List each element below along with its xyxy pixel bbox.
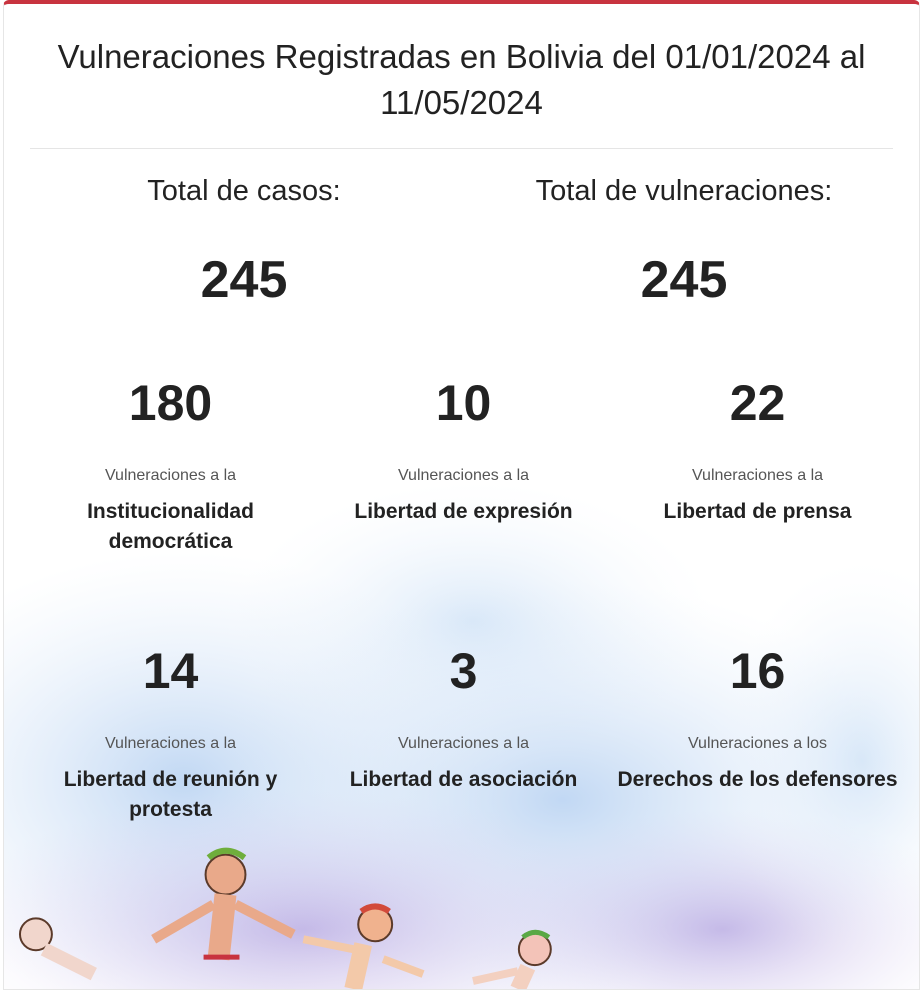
total-cases-value: 245 [200, 251, 288, 309]
stat-name: Libertad de reunión y protesta [63, 768, 278, 821]
stat-value: 16 [729, 643, 786, 699]
stat-value: 22 [729, 375, 786, 431]
stat-prefix: Vulneraciones a la [397, 467, 530, 484]
summary-card [3, 0, 920, 990]
page-title: Vulneraciones Registradas en Bolivia del 01/01/2024 al 11/05/2024 [57, 38, 866, 121]
stat-libertad-expresion [317, 373, 610, 527]
stat-name: Libertad de asociación [349, 768, 578, 791]
stat-name: Libertad de prensa [663, 500, 852, 523]
stat-prefix: Vulneraciones a los [687, 735, 828, 752]
total-cases [64, 171, 424, 315]
stat-derechos-defensores [611, 641, 904, 795]
stat-name: Institucionalidad democrática [87, 500, 254, 553]
stat-value: 180 [128, 375, 213, 431]
total-violations-value: 245 [640, 251, 728, 309]
stat-value: 10 [435, 375, 492, 431]
total-violations-label: Total de vulneraciones: [535, 175, 833, 207]
stat-name: Derechos de los defensores [617, 768, 898, 791]
stat-prefix: Vulneraciones a la [397, 735, 530, 752]
stat-institucionalidad [24, 373, 317, 557]
stat-libertad-prensa [611, 373, 904, 527]
stat-name: Libertad de expresión [354, 500, 573, 523]
stat-value: 14 [142, 643, 199, 699]
stat-libertad-asociacion [317, 641, 610, 795]
stat-value: 3 [449, 643, 478, 699]
stat-prefix: Vulneraciones a la [104, 467, 237, 484]
stat-prefix: Vulneraciones a la [104, 735, 237, 752]
total-cases-label: Total de casos: [147, 175, 341, 207]
totals-section [4, 149, 919, 319]
stat-prefix: Vulneraciones a la [691, 467, 824, 484]
stat-libertad-reunion [24, 641, 317, 825]
total-violations [504, 171, 864, 315]
